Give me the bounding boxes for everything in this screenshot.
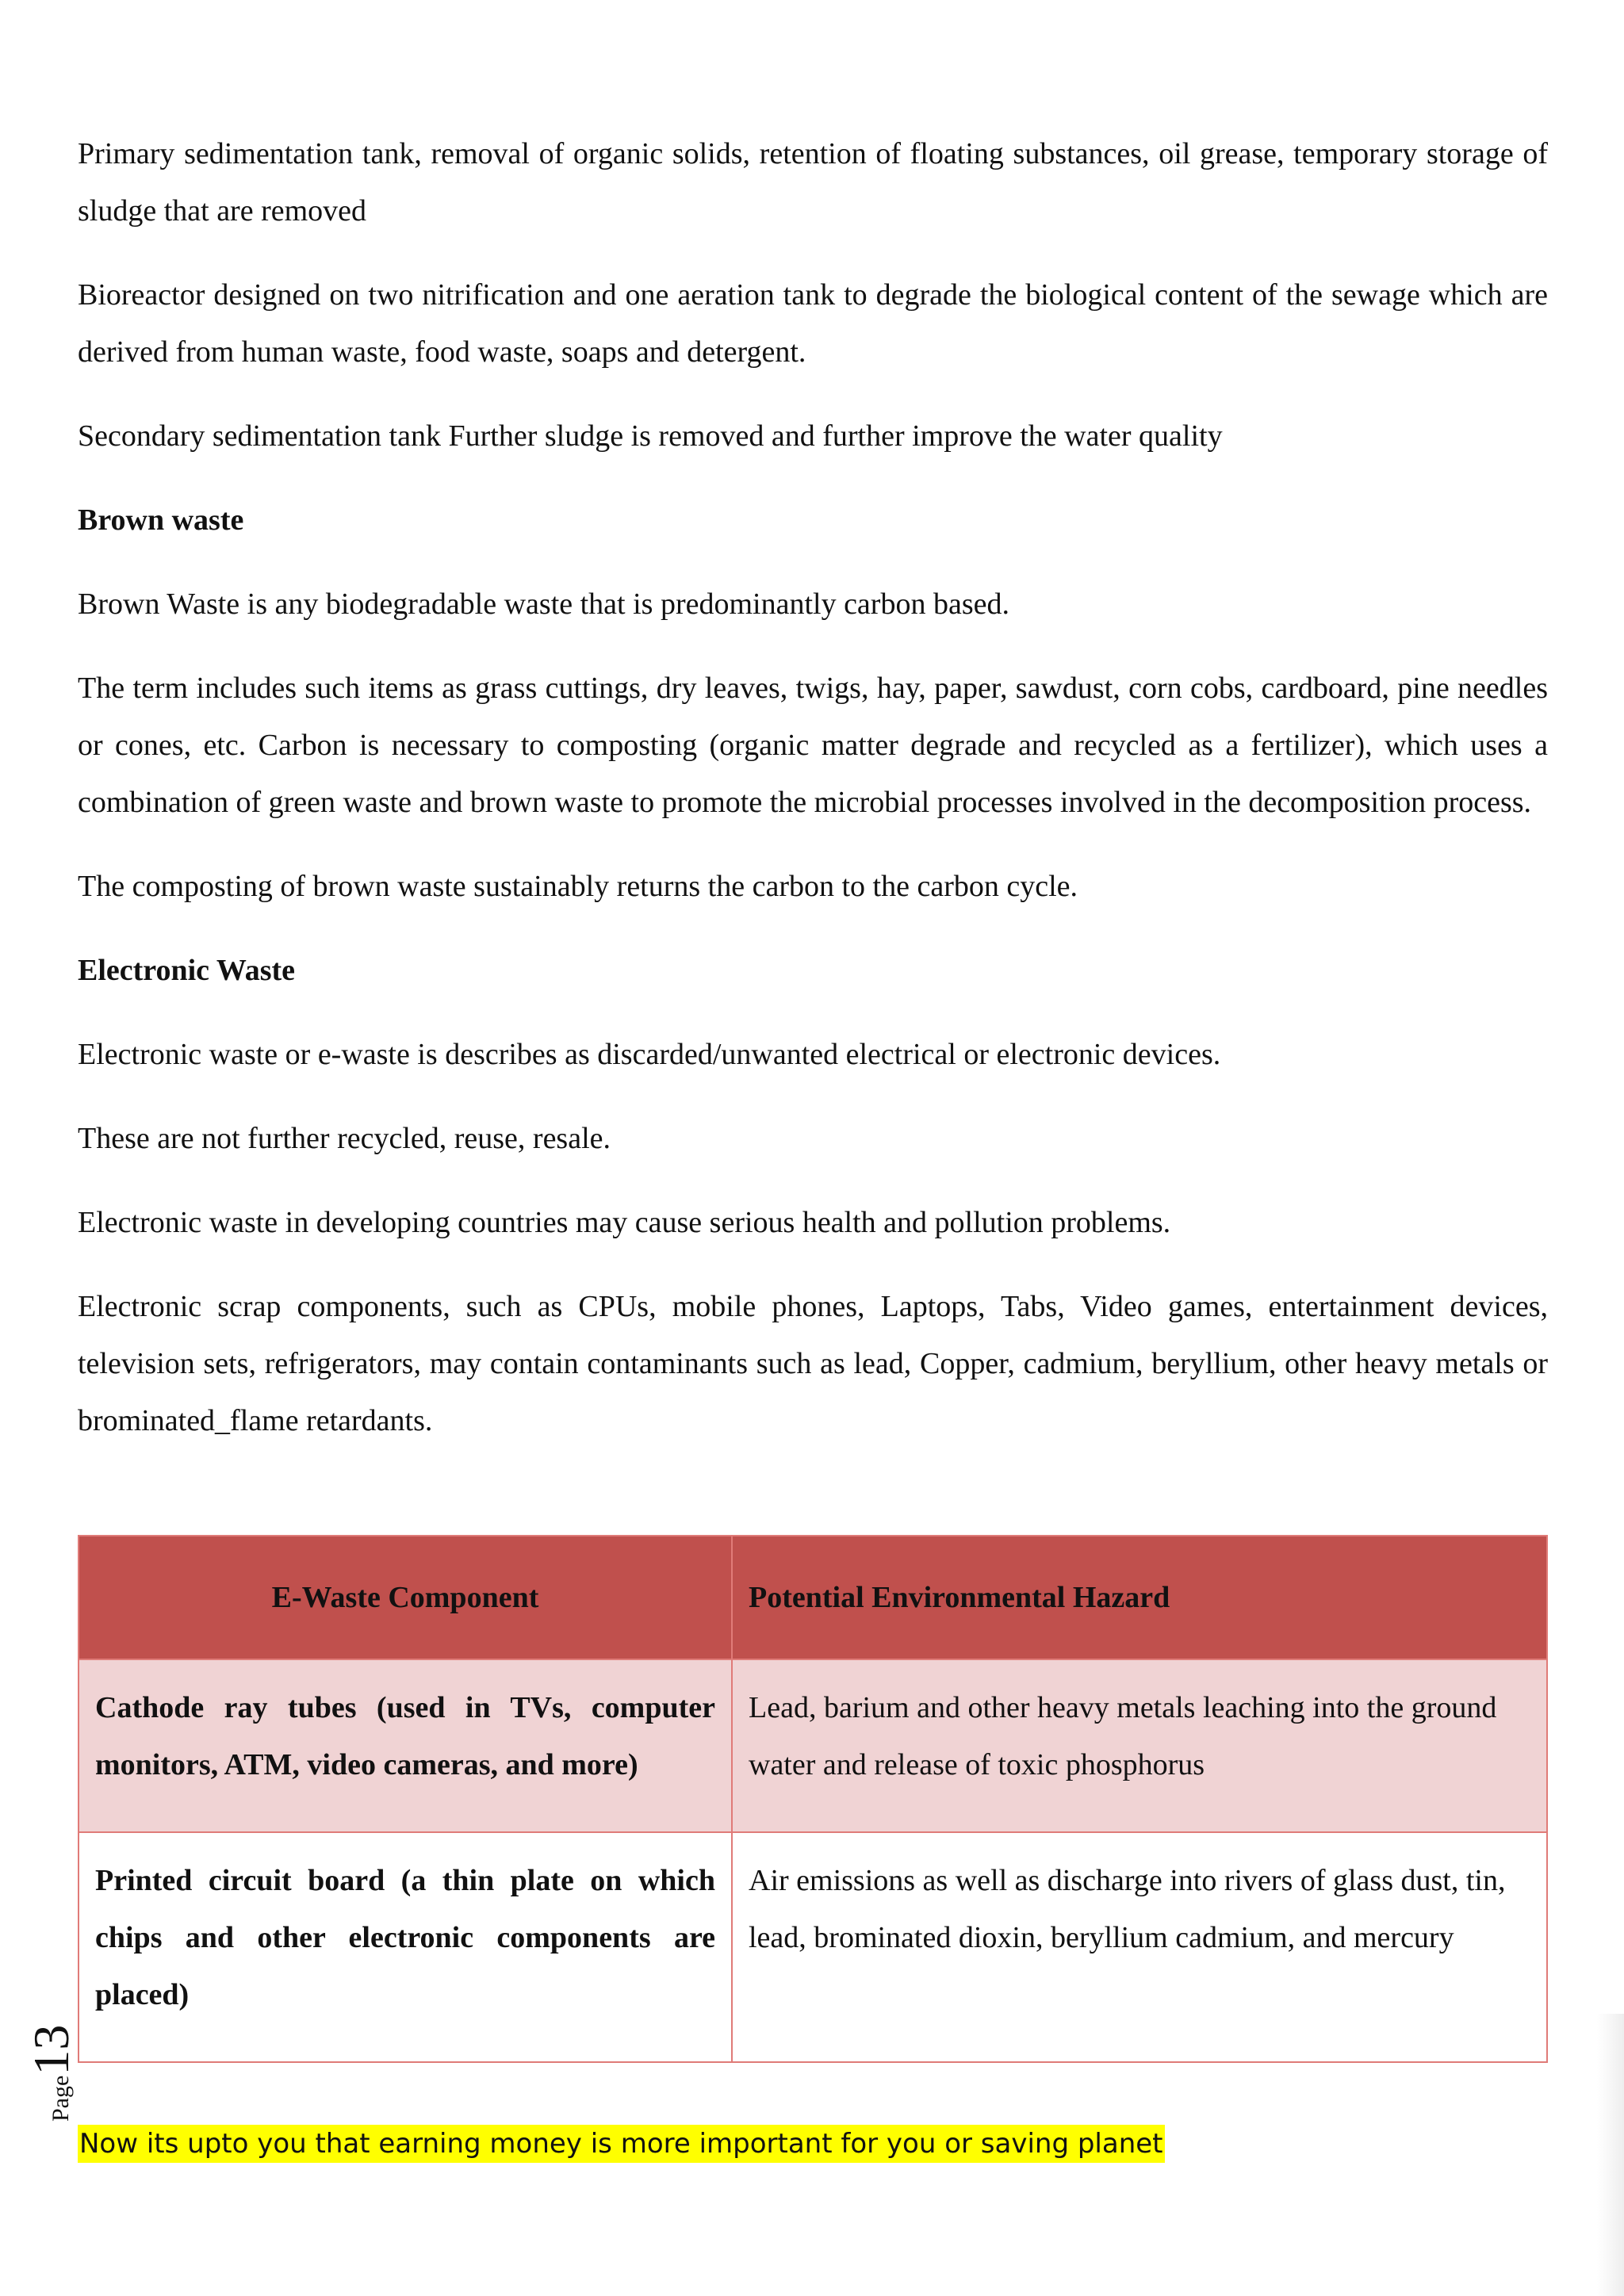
document-body bbox=[78, 125, 1548, 1476]
paragraph-ewaste-definition: Electronic waste or e-waste is describes as discarded/unwanted electrical or electronic devices. bbox=[78, 1038, 1221, 1071]
paragraph-brown-waste-definition: Brown Waste is any biodegradable waste that is predominantly carbon based. bbox=[78, 587, 1009, 621]
paragraph-bioreactor: Bioreactor designed on two nitrification and one aeration tank to degrade the biological content of the sewage which are derived from human waste, food waste, soaps and detergent. bbox=[78, 278, 1548, 369]
table-header-hazard: Potential Environmental Hazard bbox=[732, 1536, 1547, 1659]
paragraph-primary-sedimentation: Primary sedimentation tank, removal of organic solids, retention of floating substances, oil grease, temporary storage of sludge that are removed bbox=[78, 137, 1548, 228]
table-cell-hazard: Air emissions as well as discharge into rivers of glass dust, tin, lead, brominated dioxin, beryllium cadmium, and mercury bbox=[732, 1832, 1547, 2062]
table-row bbox=[79, 1659, 1547, 1832]
highlighted-closing-note: Now its upto you that earning money is more important for you or saving planet bbox=[78, 2125, 1165, 2163]
table-row bbox=[79, 1832, 1547, 2062]
table-cell-hazard: Lead, barium and other heavy metals leaching into the ground water and release of toxic phosphorus bbox=[732, 1659, 1547, 1832]
page-number-value: 13 bbox=[23, 2024, 79, 2076]
paragraph-brown-waste-composting: The composting of brown waste sustainably returns the carbon to the carbon cycle. bbox=[78, 870, 1078, 903]
table-cell-component: Cathode ray tubes (used in TVs, computer monitors, ATM, video cameras, and more) bbox=[79, 1659, 732, 1832]
table-header-row bbox=[79, 1536, 1547, 1659]
paragraph-brown-waste-items: The term includes such items as grass cuttings, dry leaves, twigs, hay, paper, sawdust, corn cobs, cardboard, pine needles or cones, etc. Carbon is necessary to composting (organic matter degrade and recycled as a fertilizer), which uses a combination of green waste and brown waste to promote the microbial processes involved in the decomposition process. bbox=[78, 672, 1548, 819]
heading-brown-waste: Brown waste bbox=[78, 503, 244, 537]
paragraph-ewaste-not-recycled: These are not further recycled, reuse, resale. bbox=[78, 1122, 611, 1155]
page-label: Page bbox=[48, 2075, 74, 2122]
paragraph-secondary-sedimentation: Secondary sedimentation tank Further sludge is removed and further improve the water quality bbox=[78, 419, 1223, 453]
ewaste-hazard-table bbox=[78, 1535, 1548, 2063]
page-edge-shadow bbox=[1597, 2014, 1624, 2296]
paragraph-ewaste-components: Electronic scrap components, such as CPUs, mobile phones, Laptops, Tabs, Video games, entertainment devices, television sets, refrigerators, may contain contaminants such as lead, Copper, cadmium, beryllium, other heavy metals or brominated_flame retardants. bbox=[78, 1290, 1548, 1437]
table-cell-component: Printed circuit board (a thin plate on which chips and other electronic components are placed) bbox=[79, 1832, 732, 2062]
table-header-component: E-Waste Component bbox=[79, 1536, 732, 1659]
page-number bbox=[22, 1979, 79, 2122]
heading-electronic-waste: Electronic Waste bbox=[78, 954, 296, 987]
paragraph-ewaste-health: Electronic waste in developing countries may cause serious health and pollution problems. bbox=[78, 1206, 1171, 1239]
